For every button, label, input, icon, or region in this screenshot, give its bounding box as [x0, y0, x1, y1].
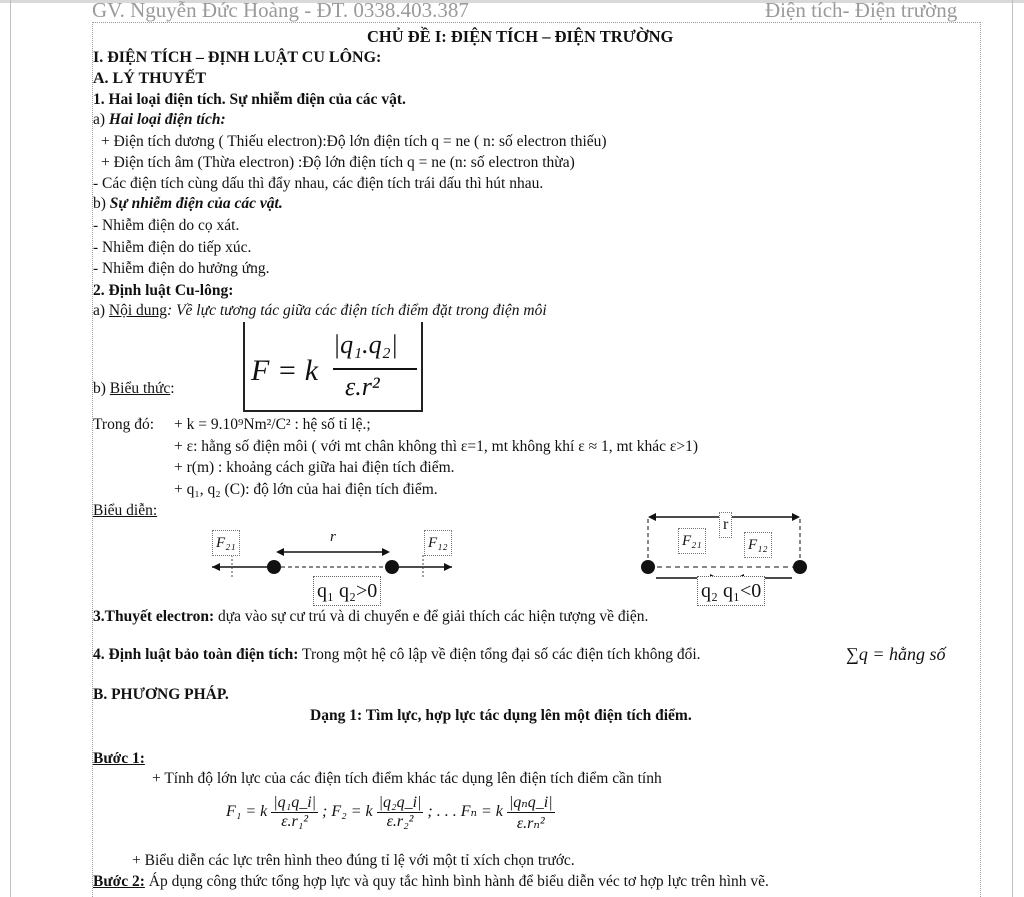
where-r: + r(m) : khoảng cách giữa hai điện tích điểm. — [174, 459, 455, 476]
f21-arrowhead-left — [212, 563, 220, 571]
section-1-heading: I. ĐIỆN TÍCH – ĐỊNH LUẬT CU LÔNG: — [93, 49, 382, 66]
rubbing-line: - Nhiễm điện do cọ xát. — [93, 217, 240, 234]
topic-title: CHỦ ĐỀ I: ĐIỆN TÍCH – ĐIỆN TRƯỜNG — [367, 27, 674, 46]
charge-q2-left — [385, 560, 399, 574]
expression-colon: : — [170, 380, 175, 397]
distance-arrowhead-a-right — [648, 513, 656, 521]
charge-q1-right — [641, 560, 655, 574]
subheading-a-title: Hai loại điện tích: — [108, 111, 226, 128]
subheading-a-label: a) — [93, 111, 109, 128]
heading-1: 1. Hai loại điện tích. Sự nhiễm điện của các vật. — [93, 91, 406, 108]
heading-3: 3.Thuyết electron: — [93, 608, 215, 625]
force-2-numerator: |q₂q_i| — [378, 794, 422, 811]
force-n-denominator: ε.rₙ² — [516, 815, 545, 832]
formula-denominator: ε.r² — [345, 372, 380, 401]
force-2-lhs: ; F₂ = k — [322, 803, 373, 821]
label-f21-left: F₂₁ — [212, 530, 240, 556]
force-formulas — [226, 792, 555, 833]
formula-f: F — [251, 354, 270, 387]
force-n-fraction — [507, 792, 555, 833]
heading-3-line — [93, 608, 648, 626]
force-2-fraction — [377, 794, 424, 831]
label-f12-left: F₁₂ — [424, 530, 452, 556]
caption-like-charges: q₁ q₂>0 — [313, 576, 381, 606]
contact-line: - Nhiễm điện do tiếp xúc. — [93, 239, 252, 256]
form-1-title: Dạng 1: Tìm lực, hợp lực tác dụng lên một điện tích điểm. — [310, 707, 692, 724]
charge-q1-left — [267, 560, 281, 574]
positive-charge-line: + Điện tích dương ( Thiếu electron):Độ lớn điện tích q = ne ( n: số electron thiếu) — [101, 133, 607, 150]
law-content-prefix: a) — [93, 302, 109, 319]
expression-prefix: b) — [93, 380, 110, 397]
step-1-draw-text: + Biểu diễn các lực trên hình theo đúng tỉ lệ với một tỉ xích chọn trước. — [132, 852, 575, 869]
force-1-lhs: F₁ = k — [226, 803, 268, 821]
expression-label: Biểu thức — [109, 380, 171, 397]
negative-charge-line: + Điện tích âm (Thừa electron) :Độ lớn điện tích q = ne (n: số electron thừa) — [101, 154, 575, 171]
charge-conservation-formula: ∑q = hằng số — [846, 644, 946, 664]
label-r-right: r — [719, 512, 732, 538]
f12-arrowhead-left — [444, 563, 452, 571]
page-header-right: Điện tích- Điện trường — [765, 0, 958, 22]
formula-numerator: |q₁.q₂| — [333, 330, 398, 359]
where-q: + q₁, q₂ (C): độ lớn của hai điện tích điểm. — [174, 481, 438, 498]
charge-q2-right — [793, 560, 807, 574]
force-1-fraction — [271, 794, 318, 831]
step-1-label: Bước 1: — [93, 750, 145, 767]
part-a-heading: A. LÝ THUYẾT — [93, 70, 207, 87]
distance-arrowhead-b-left — [382, 548, 390, 556]
part-b-heading: B. PHƯƠNG PHÁP. — [93, 686, 229, 703]
distance-arrowhead-b-right — [792, 513, 800, 521]
step-2-text: Áp dụng công thức tổng hợp lực và quy tắc hình bình hành để biểu diễn véc tơ hợp lực trên hình vẽ. — [144, 873, 769, 890]
force-1-numerator: |q₁q_i| — [273, 794, 317, 811]
label-f12-right: F₁₂ — [744, 532, 772, 558]
representation-label: Biểu diễn: — [93, 502, 158, 519]
subheading-b-title: Sự nhiễm điện của các vật. — [109, 195, 283, 212]
where-label: Trong đó: — [93, 416, 155, 433]
step-1-text: + Tính độ lớn lực của các điện tích điểm khác tác dụng lên điện tích điểm cần tính — [152, 770, 662, 787]
heading-2: 2. Định luật Cu-lông: — [93, 282, 234, 299]
law-content-label: Nội dung — [108, 302, 168, 319]
caption-unlike-charges: q₂ q₁<0 — [697, 576, 765, 606]
heading-4-text: Trong một hệ cô lập về điện tổng đại số các điện tích không đổi. — [298, 646, 701, 663]
step-2-line — [93, 873, 769, 891]
law-content-text: : Về lực tương tác giữa các điện tích điểm đặt trong điện môi — [167, 302, 547, 319]
force-n-numerator: |qₙq_i| — [508, 794, 553, 811]
heading-4: 4. Định luật bảo toàn điện tích: — [93, 646, 299, 663]
force-2-denominator: ε.r₂² — [386, 813, 414, 830]
force-n-lhs: ; . . . Fₙ = k — [427, 803, 503, 821]
distance-arrowhead-a-left — [276, 548, 284, 556]
page-header-left: GV. Nguyễn Đức Hoàng - ĐT. 0338.403.387 — [92, 0, 469, 22]
label-r-left: r — [330, 529, 336, 545]
formula-eq-k: = k — [277, 354, 319, 387]
heading-3-text: dựa vào sự cư trú và di chuyển e để giải thích các hiện tượng về điện. — [214, 608, 649, 625]
where-eps: + ε: hằng số điện môi ( với mt chân không thì ε=1, mt không khí ε ≈ 1, mt khác ε>1) — [174, 438, 699, 455]
diagram-like-charges — [212, 548, 452, 578]
label-f21-right: F₂₁ — [678, 528, 706, 554]
induction-line: - Nhiễm điện do hưởng ứng. — [93, 260, 270, 277]
subheading-b-label: b) — [93, 195, 110, 212]
repel-attract-line: - Các điện tích cùng dấu thì đẩy nhau, các điện tích trái dấu thì hút nhau. — [93, 175, 544, 192]
force-1-denominator: ε.r₁² — [281, 813, 309, 830]
heading-4-line — [93, 646, 701, 664]
step-2-label: Bước 2: — [93, 873, 145, 890]
where-k: + k = 9.10⁹Nm²/C² : hệ số tỉ lệ.; — [174, 416, 371, 433]
